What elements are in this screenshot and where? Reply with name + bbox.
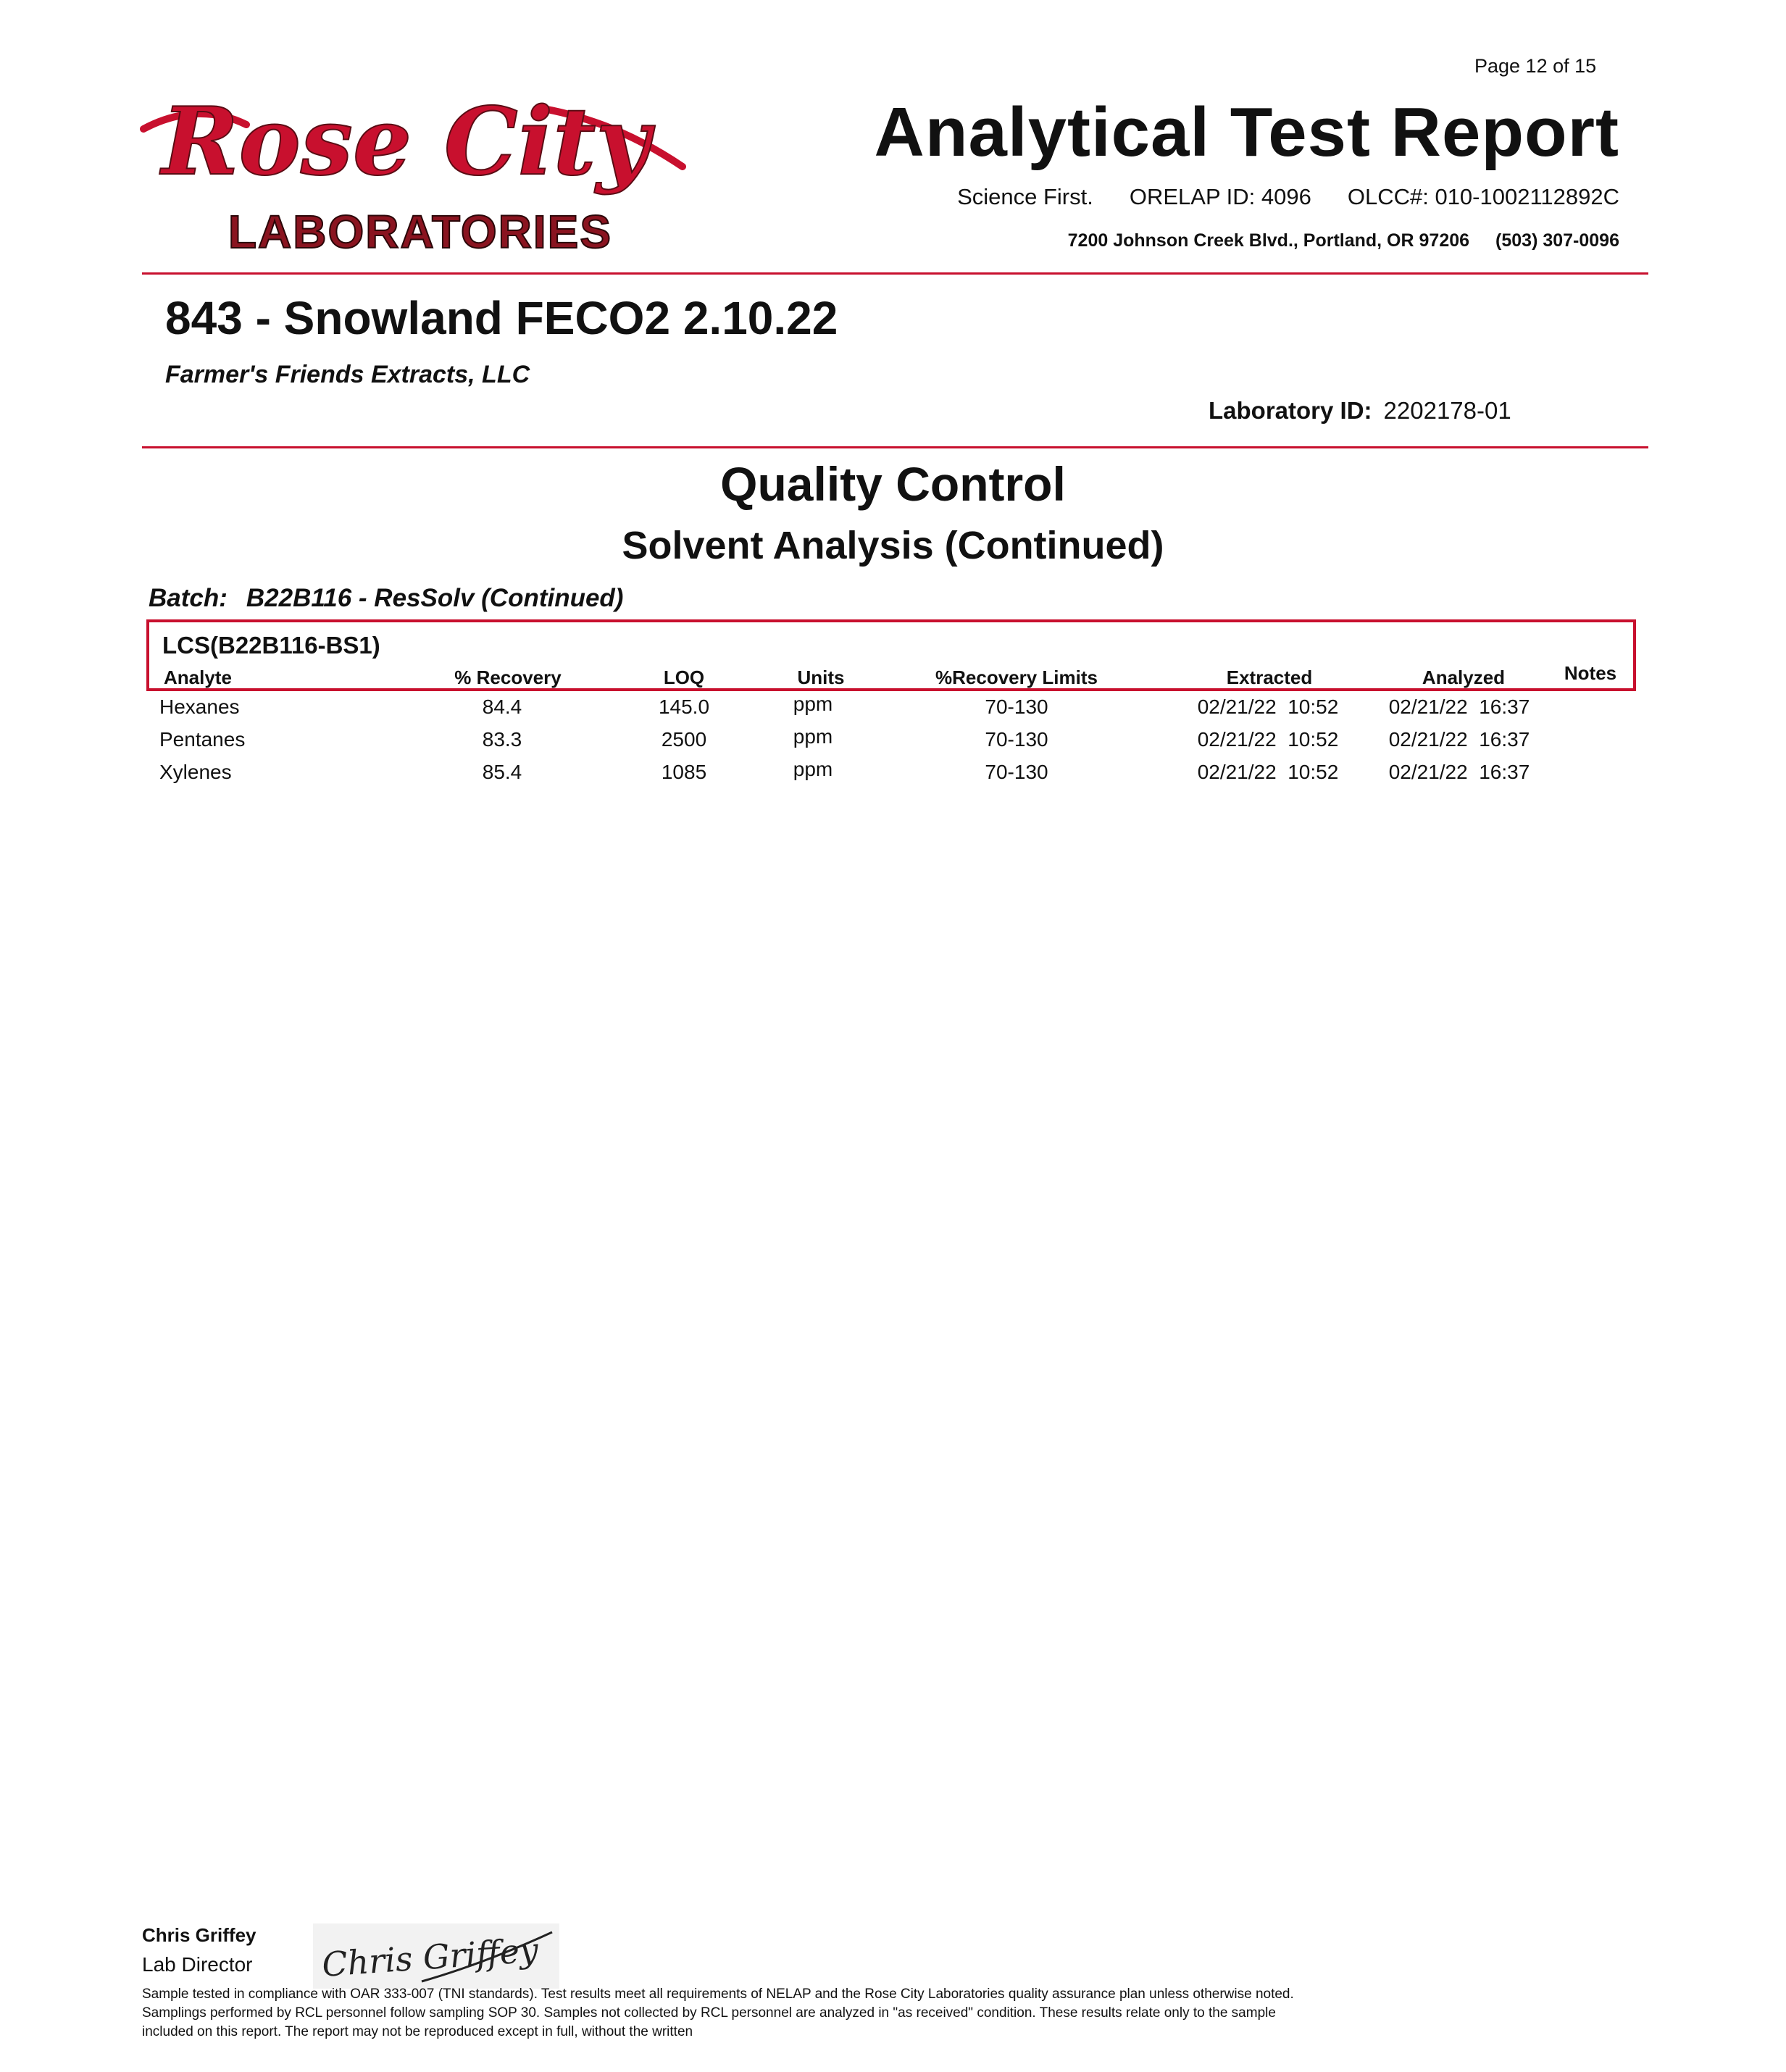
olcc-number: OLCC#: 010-1002112892C: [1347, 184, 1619, 209]
col-header-notes: Notes: [1564, 662, 1617, 684]
svg-text:LABORATORIES: LABORATORIES: [228, 206, 613, 258]
page-number: Page 12 of 15: [1474, 55, 1597, 77]
lab-contact: [1068, 230, 1619, 251]
table-cell-units: ppm: [793, 758, 833, 780]
rose-city-laboratories-logo: [138, 80, 688, 268]
col-header-limits: %Recovery Limits: [935, 667, 1098, 688]
table-cell-analyzed: 02/21/22 16:37: [1388, 761, 1530, 783]
table-cell-extracted: 02/21/22 10:52: [1197, 695, 1339, 718]
col-header-recovery: % Recovery: [454, 667, 562, 688]
table-cell-analyte: Hexanes: [159, 695, 240, 718]
laboratory-id: [1209, 397, 1511, 425]
lab-phone: (503) 307-0096: [1495, 230, 1619, 251]
table-cell-units: ppm: [793, 693, 833, 715]
client-name: Farmer's Friends Extracts, LLC: [165, 361, 530, 388]
header-divider: [142, 272, 1648, 275]
table-cell-loq: 2500: [661, 728, 707, 751]
section-divider: [142, 446, 1648, 448]
disclaimer-text: Sample tested in compliance with OAR 333-007 (TNI standards). Test results meet all requirements of NELAP and the Rose City Laboratories quality assurance plan unless otherwise noted. Samplings performed by RCL personnel follow sampling SOP 30. Samples not collected by RCL personnel are analyzed in "as received" condition. These results relate only to the sample included on this report. The report may not be reproduced except in full, without the written: [142, 1987, 1294, 2039]
signature-image: [313, 1923, 559, 1989]
col-header-analyzed: Analyzed: [1422, 667, 1506, 688]
table-cell-limits: 70-130: [985, 728, 1048, 751]
table-cell-extracted: 02/21/22 10:52: [1197, 761, 1339, 783]
section-title: Quality Control: [720, 457, 1066, 511]
report-title: Analytical Test Report: [874, 93, 1619, 171]
section-subtitle: Solvent Analysis (Continued): [622, 524, 1164, 567]
svg-text:Rose City: Rose City: [162, 88, 650, 196]
table-cell-loq: 145.0: [658, 695, 710, 718]
table-cell-extracted: 02/21/22 10:52: [1197, 728, 1339, 751]
table-cell-units: ppm: [793, 725, 833, 748]
sample-name: 843 - Snowland FECO2 2.10.22: [165, 292, 838, 344]
tagline: Science First.: [957, 184, 1093, 209]
signer-name: Chris Griffey: [142, 1924, 256, 1946]
table-cell-loq: 1085: [661, 761, 707, 783]
svg-text:Chris Griffey: Chris Griffey: [320, 1930, 540, 1984]
laboratory-id-label: Laboratory ID:: [1209, 397, 1372, 424]
col-header-units: Units: [797, 667, 845, 688]
table-cell-recovery: 83.3: [482, 728, 522, 751]
table-cell-recovery: 85.4: [482, 761, 522, 783]
table-cell-recovery: 84.4: [482, 695, 522, 718]
table-cell-analyte: Pentanes: [159, 728, 246, 751]
table-cell-analyte: Xylenes: [159, 761, 232, 783]
col-header-analyte: Analyte: [164, 667, 232, 688]
col-header-loq: LOQ: [663, 667, 705, 688]
batch-line: [149, 584, 623, 613]
table-cell-limits: 70-130: [985, 761, 1048, 783]
table-cell-limits: 70-130: [985, 695, 1048, 718]
lab-address: 7200 Johnson Creek Blvd., Portland, OR 97206: [1067, 230, 1470, 251]
lcs-label: LCS(B22B116-BS1): [162, 632, 380, 659]
table-cell-analyzed: 02/21/22 16:37: [1388, 728, 1530, 751]
batch-value: B22B116 - ResSolv (Continued): [246, 584, 624, 612]
batch-label: Batch:: [149, 584, 228, 612]
accreditation-ids: [957, 184, 1619, 210]
laboratory-id-value: 2202178-01: [1383, 397, 1511, 424]
table-cell-analyzed: 02/21/22 16:37: [1388, 695, 1530, 718]
signer-title: Lab Director: [142, 1953, 253, 1976]
col-header-extracted: Extracted: [1226, 667, 1313, 688]
orelap-id: ORELAP ID: 4096: [1129, 184, 1311, 209]
